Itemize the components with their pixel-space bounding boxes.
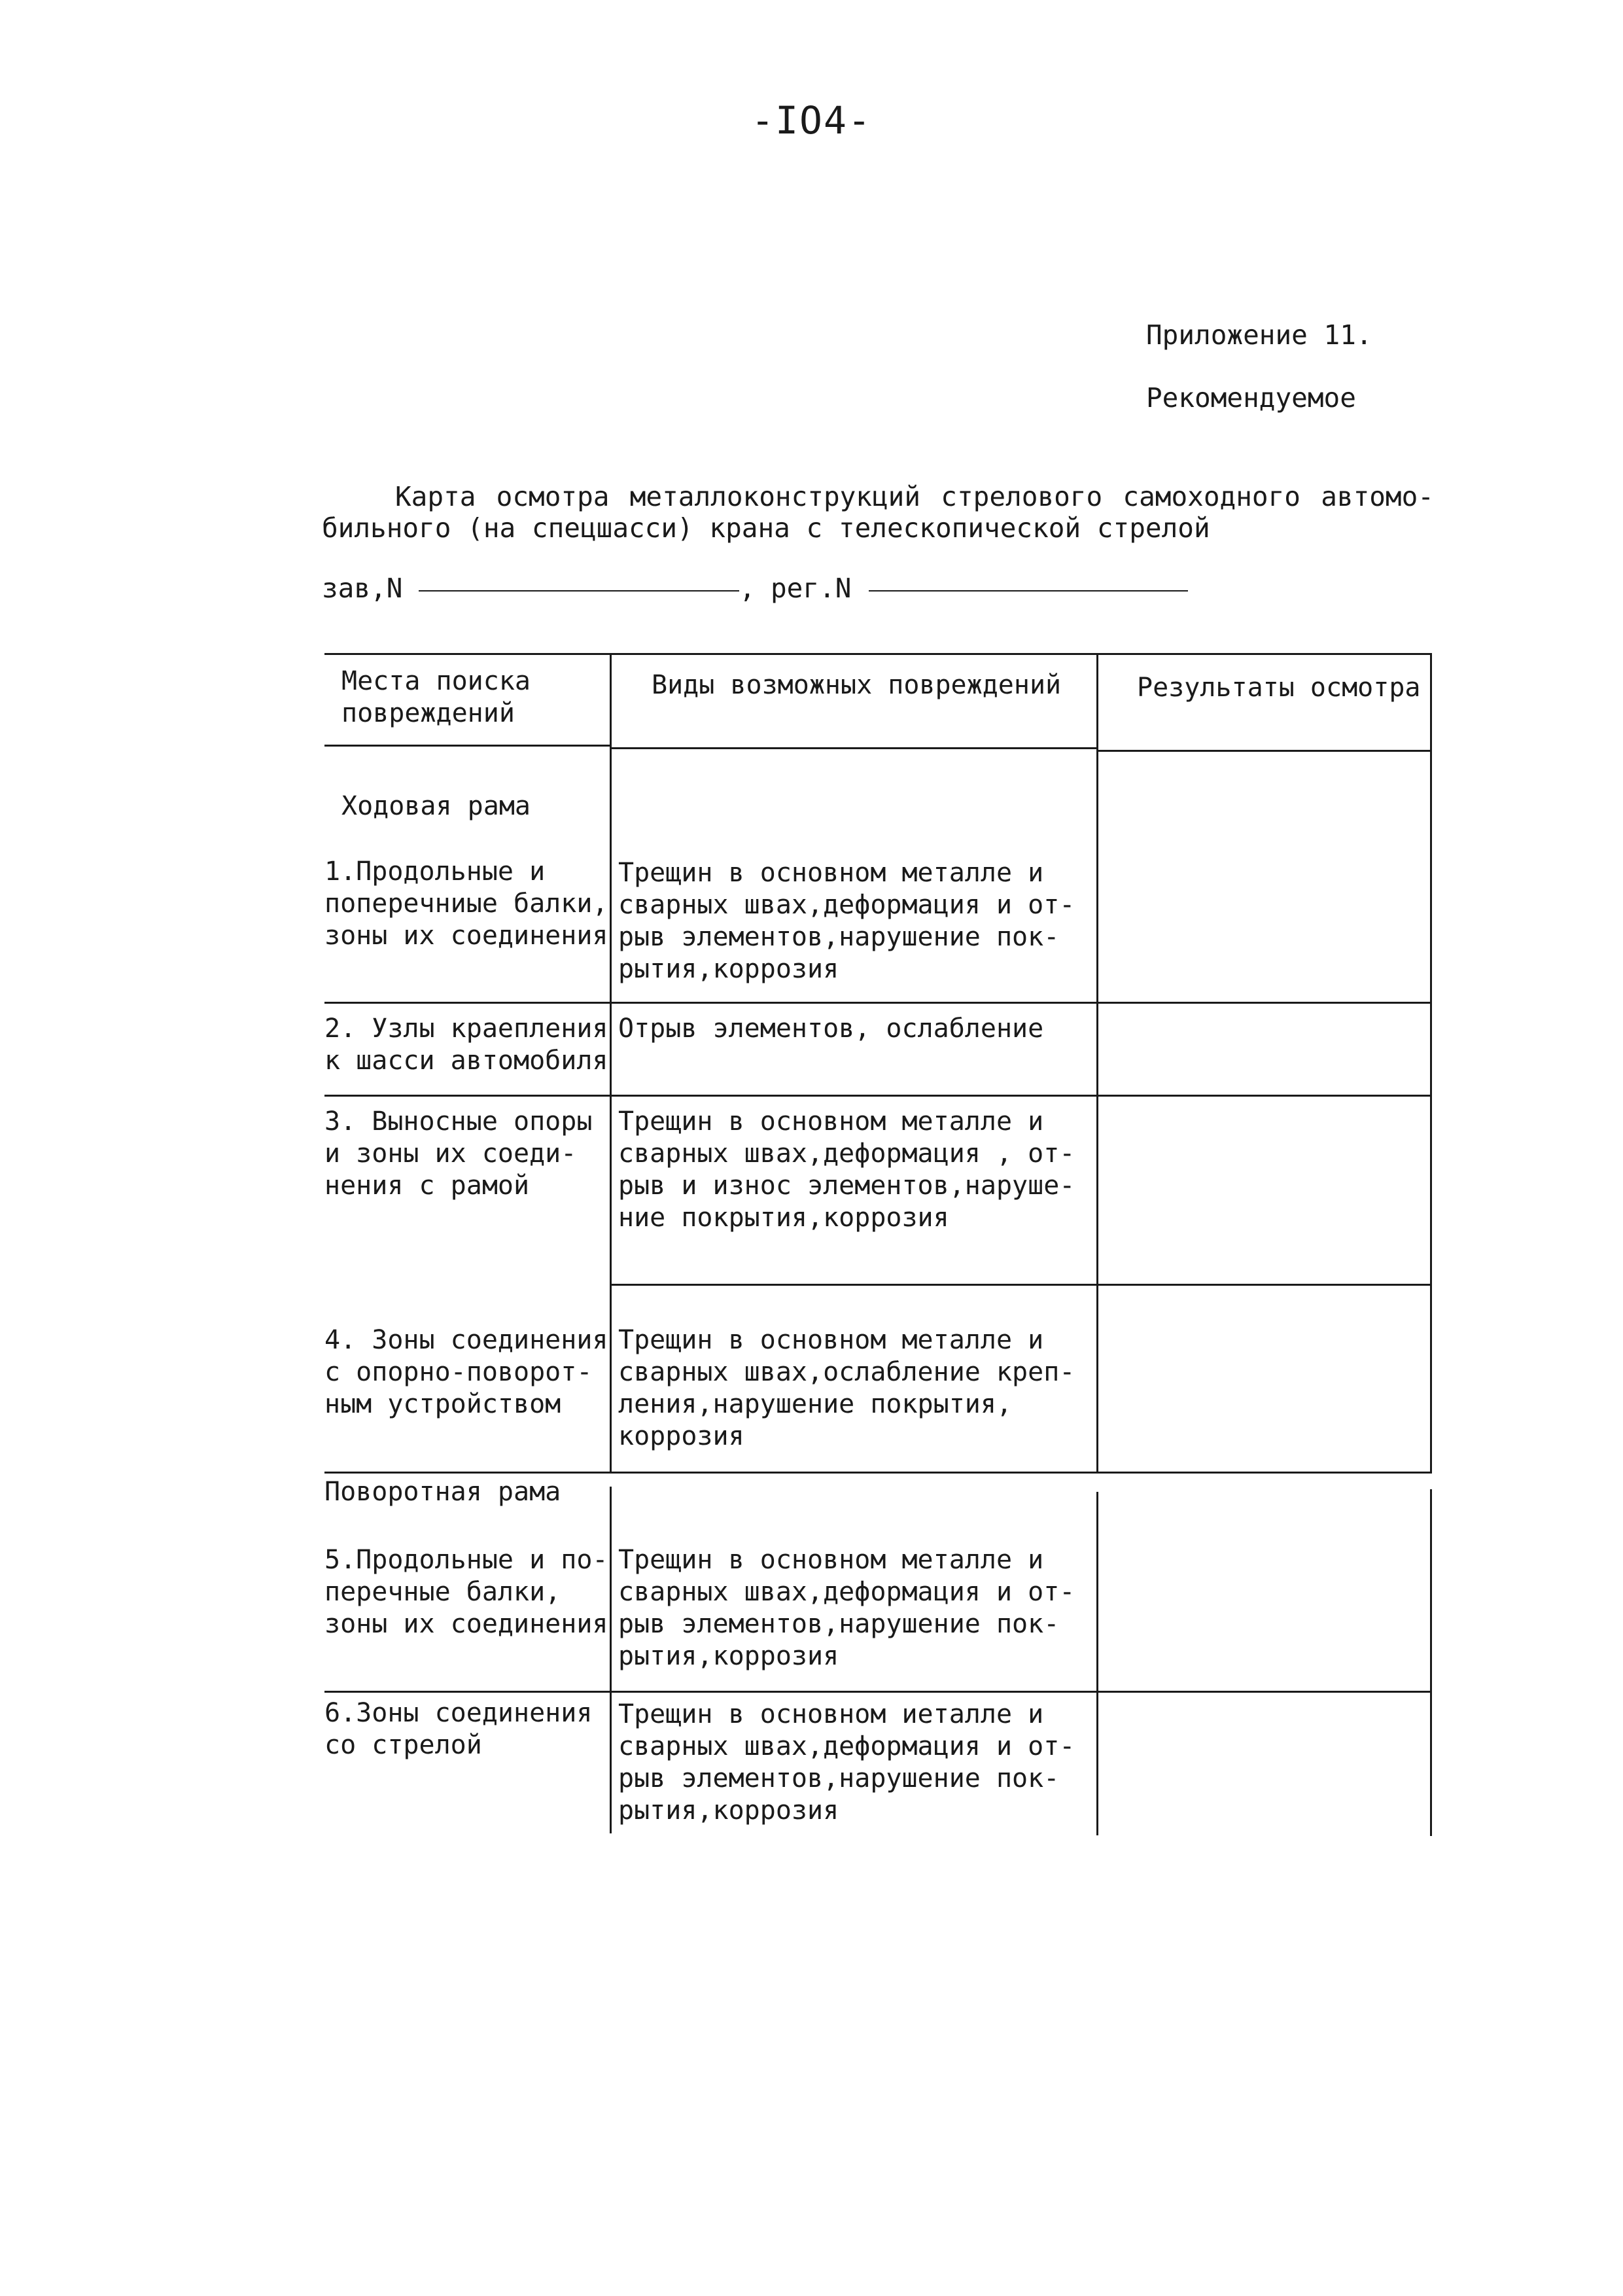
row-6-location: 6.Зоны соединения со стрелой [324, 1698, 593, 1760]
column-divider-2a [1096, 653, 1098, 1474]
serial-separator: , [739, 573, 756, 604]
section-title-slewing-frame: Поворотная рама [324, 1477, 561, 1507]
row-5-result[interactable] [1106, 1544, 1420, 1682]
row-1-damage: Трещин в основном металле и сварных швах,деформация и от- рыв элементов,нарушение пок- рытия,коррозия [618, 858, 1075, 984]
row-border-5 [324, 1691, 1431, 1693]
header-bottom-border-col1 [324, 745, 610, 747]
status-label: Рекомендуемое [1146, 382, 1356, 414]
appendix-label: Приложение 11. [1146, 319, 1372, 351]
table-right-border-a [1430, 653, 1432, 1474]
header-results: Результаты осмотра [1137, 673, 1421, 703]
row-border-3 [610, 1284, 1431, 1286]
header-bottom-border-col3 [1096, 750, 1431, 752]
row-5-location: 5.Продольные и по- перечные балки, зоны их соединения [324, 1545, 608, 1639]
registration-number-label: рег.N [771, 573, 852, 604]
factory-number-field[interactable] [419, 590, 739, 592]
column-divider-1a [610, 653, 612, 1474]
row-border-1 [324, 1002, 1431, 1004]
section-title-running-frame: Ходовая рама [341, 791, 531, 821]
header-bottom-border-col2 [610, 747, 1096, 749]
row-2-damage: Отрыв элементов, ослабление [618, 1014, 1044, 1044]
row-4-result[interactable] [1106, 1324, 1420, 1462]
row-6-result[interactable] [1106, 1699, 1420, 1829]
row-border-4 [324, 1472, 1431, 1474]
column-divider-1b [610, 1487, 612, 1833]
row-2-result[interactable] [1106, 1013, 1420, 1085]
row-2-location: 2. Узлы краепления к шасси автомобиля [324, 1014, 608, 1076]
row-4-location: 4. Зоны соединения с опорно-поворот- ным устройством [324, 1325, 608, 1419]
document-title-line-2: бильного (на спецшасси) крана с телескопической стрелой [322, 512, 1210, 544]
row-border-2 [324, 1095, 1431, 1097]
table-top-border [324, 653, 1431, 655]
row-4-damage: Трещин в основном металле и сварных швах,ослабление креп- ления,нарушение покрытия, коррозия [618, 1325, 1075, 1451]
row-3-location: 3. Выносные опоры и зоны их соеди- нения с рамой [324, 1106, 593, 1201]
row-3-damage: Трещин в основном металле и сварных швах,деформация , от- рыв и износ элементов,наруше- ние покрытия,коррозия [618, 1106, 1075, 1233]
row-3-result[interactable] [1106, 1106, 1420, 1276]
column-divider-2b [1096, 1492, 1098, 1835]
row-6-damage: Трещин в основном иеталле и сварных швах,деформация и от- рыв элементов,нарушение пок- рытия,коррозия [618, 1699, 1075, 1826]
header-location: Места поиска повреждений [341, 666, 531, 728]
document-title-line-1: Карта осмотра металлоконструкций стрелового самоходного автомо- [395, 481, 1434, 512]
header-damage-types: Виды возможных повреждений [652, 670, 1062, 700]
page-number: -IO4- [751, 98, 872, 143]
row-5-damage: Трещин в основном металле и сварных швах,деформация и от- рыв элементов,нарушение пок- рытия,коррозия [618, 1545, 1075, 1671]
table-right-border-b [1430, 1489, 1432, 1836]
factory-number-label: зав,N [322, 573, 403, 604]
row-1-location: 1.Продольные и поперечниые балки, зоны их соединения [324, 857, 608, 951]
row-1-result[interactable] [1106, 857, 1420, 988]
registration-number-field[interactable] [869, 590, 1188, 592]
